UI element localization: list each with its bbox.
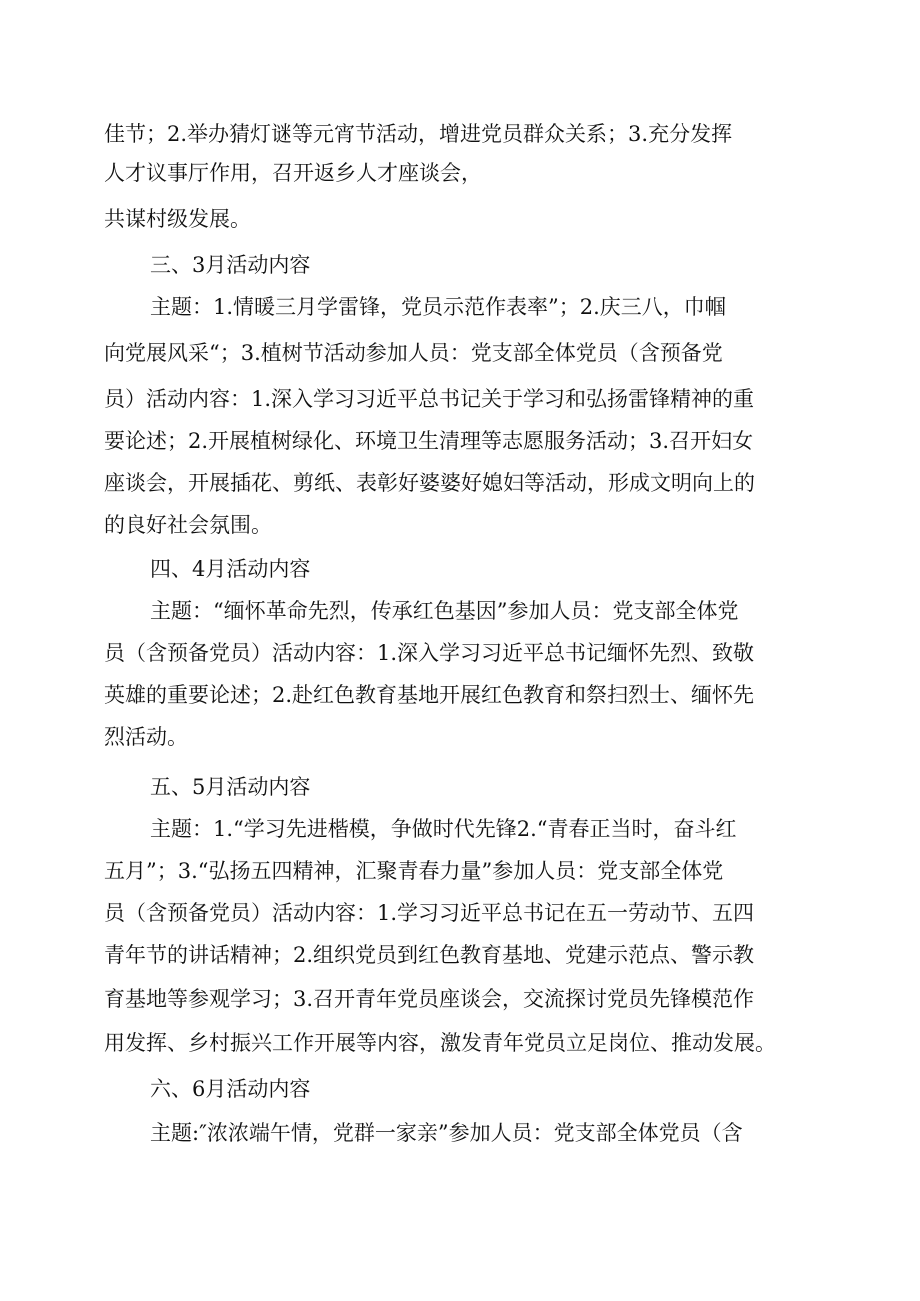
text-line: 向党展风采“；3.植树节活动参加人员：党支部全体党员（含预备党 (104, 341, 723, 365)
section-heading: 五、5月活动内容 (150, 775, 311, 799)
text-line: 佳节；2.举办猜灯谜等元宵节活动，增进党员群众关系；3.充分发挥 (104, 122, 733, 146)
text-line: 的良好社会氛围。 (104, 513, 272, 537)
text-line: 用发挥、乡村振兴工作开展等内容，激发青年党员立足岗位、推动发展。 (104, 1031, 776, 1055)
text-line: 主题：1.“学习先进楷模，争做时代先锋2.“青春正当时，奋斗红 (150, 817, 737, 841)
section-heading: 六、6月活动内容 (150, 1077, 311, 1101)
text-line: 员）活动内容：1.深入学习习近平总书记关于学习和弘扬雷锋精神的重 (104, 387, 755, 411)
text-line: 员（含预备党员）活动内容：1.深入学习习近平总书记缅怀先烈、致敬 (104, 641, 755, 665)
text-line: 要论述；2.开展植树绿化、环境卫生清理等志愿服务活动；3.召开妇女 (104, 429, 754, 453)
text-line: 青年节的讲话精神；2.组织党员到红色教育基地、党建示范点、警示教 (104, 943, 755, 967)
text-line: 烈活动。 (104, 725, 188, 749)
text-line: 主题:″浓浓端午情，党群一家亲”参加人员：党支部全体党员（含 (150, 1121, 743, 1145)
text-line: 育基地等参观学习；3.召开青年党员座谈会，交流探讨党员先锋模范作 (104, 987, 755, 1011)
section-heading: 四、4月活动内容 (150, 557, 311, 581)
text-line: 英雄的重要论述；2.赴红色教育基地开展红色教育和祭扫烈士、缅怀先 (104, 683, 755, 707)
text-line: 座谈会，开展插花、剪纸、表彰好婆婆好媳妇等活动，形成文明向上的 (104, 471, 755, 495)
text-line: 人才议事厅作用，召开返乡人才座谈会， (104, 161, 482, 185)
section-heading: 三、3月活动内容 (150, 253, 311, 277)
text-line: 主题：“缅怀革命先烈，传承红色基因”参加人员：党支部全体党 (150, 599, 739, 623)
text-line: 员（含预备党员）活动内容：1.学习习近平总书记在五一劳动节、五四 (104, 901, 755, 925)
text-line: 主题：1.情暖三月学雷锋，党员示范作表率”；2.庆三八，巾帼 (150, 295, 726, 319)
text-line: 共谋村级发展。 (104, 207, 251, 231)
text-line: 五月”；3.“弘扬五四精神，汇聚青春力量”参加人员：党支部全体党 (104, 859, 724, 883)
